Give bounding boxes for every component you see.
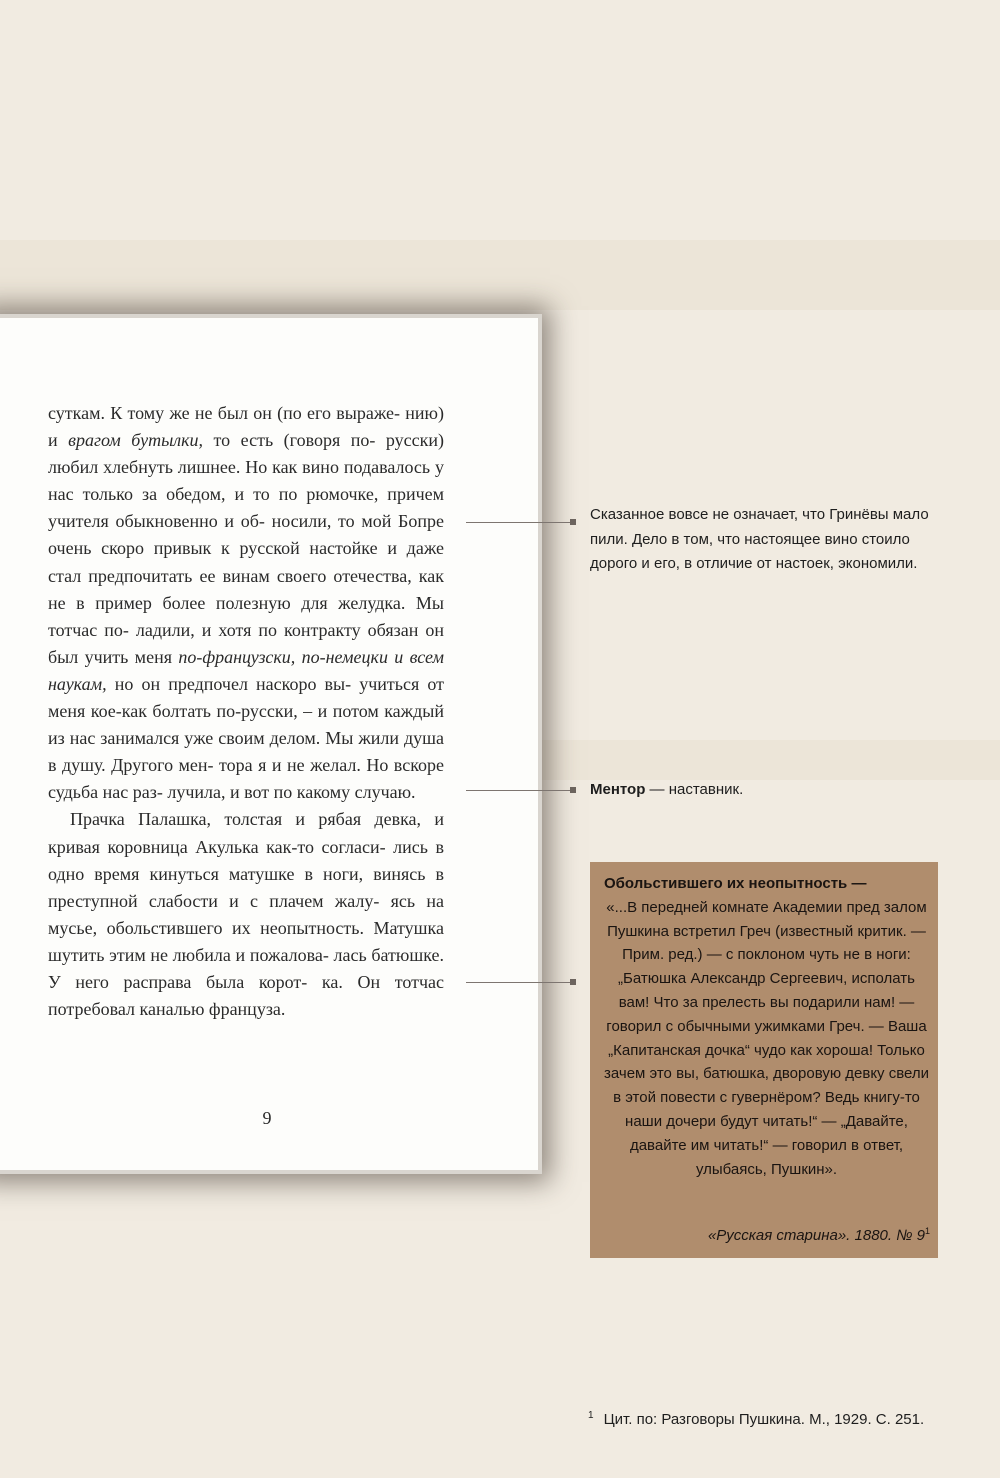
quote-body: «...В передней комнате Академии пред залом Пушкина встретил Греч (известный критик. — Прим. ред.) — с поклоном чуть не в ноги: „Батюшка Александр Сергеевич, исполать вам! Что за прелесть вы подарили нам! — говорил с обычными ужимками Греч. — Ваша „Капитанская дочка“ чудо как хороша! Только зачем это вы, батюшка, дворовую девку свели в этой повести с гувернёром? Ведь книгу-то наши дочери будут читать!“ — „Давайте, давайте им читать!“ — говорил в ответ, улыбаясь, Пушкин». [604, 898, 930, 1178]
quote-box [590, 862, 938, 1258]
leader-line [466, 790, 572, 791]
note-term: Ментор [590, 781, 646, 798]
footnote-text: Цит. по: Разговоры Пушкина. М., 1929. С. 251. [603, 1411, 925, 1428]
book-page [0, 318, 538, 1170]
paragraph-1: суткам. К тому же не был он (по его выраже- нию) и врагом бутылки, то есть (говоря по- русски) любил хлебнуть лишнее. Но как вино подавалось у нас только за обедом, и то по рюмочке, причем учителя обыкновенно и об- носили, то мой Бопре очень скоро привык к русской настойке и даже стал предпочитать ее винам своего отечества, как не в пример более полезную для желудка. Мы тотчас по- ладили, и хотя по контракту обязан он был учить меня по-французски, по-немецки и всем наукам, но он предпочел наскоро вы- учиться от меня кое-как болтать по-русски, – и потом каждый из нас занимался уже своим делом. Мы жили душа в душу. Другого мен- тора я и не желал. Но вскоре судьба нас раз- лучила, и вот по какому случаю. [48, 403, 445, 803]
footnote-mark: 1 [588, 1410, 594, 1421]
margin-note-mentor [590, 778, 960, 803]
note-definition: — наставник. [645, 781, 744, 798]
quote-term: Обольстившего их неопытность — [604, 875, 867, 892]
quote-text [604, 872, 929, 1181]
paragraph-2: Прачка Палашка, толстая и рябая девка, и кривая коровница Акулька как-то согласи- лись в одно время кинуться матушке в ноги, винясь в преступной слабости и с плачем жалу- ясь на мусье, обольстившего их неопытность. Матушка шутить этим не любила и пожалова- лась батюшке. У него расправа была корот- ка. Он тотчас потребовал каналью француза. [48, 809, 445, 1020]
leader-line [466, 982, 572, 983]
page-text [48, 400, 444, 1023]
leader-dot [570, 519, 576, 525]
margin-note-wine: Сказанное вовсе не означает, что Гринёвы мало пили. Дело в том, что настоящее вино стоило дорого и его, в отличие от настоек, экономили. [590, 506, 929, 572]
background-band [0, 240, 1000, 310]
footnote [588, 1410, 978, 1428]
quote-source: «Русская старина». 1880. № $9^1$ [707, 1226, 930, 1244]
page-number: 9 [262, 1108, 272, 1128]
leader-line [466, 522, 572, 523]
leader-dot [570, 787, 576, 793]
leader-dot [570, 979, 576, 985]
